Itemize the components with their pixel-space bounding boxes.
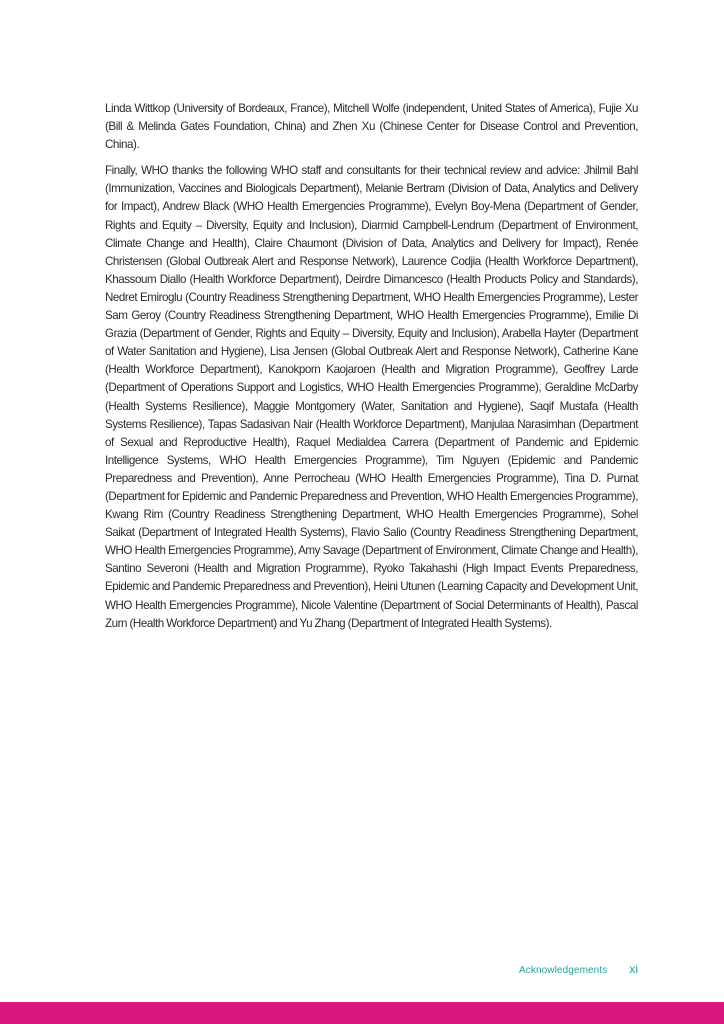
paragraph-external-reviewers: Linda Wittkop (University of Bordeaux, France), Mitchell Wolfe (independent, United States of America), Fujie Xu (Bill & Melinda Gates Foundation, China) and Zhen Xu (Chinese Center for Disease Control and Prevention, China). [105,102,638,152]
paragraph-who-staff: Finally, WHO thanks the following WHO staff and consultants for their technical review and advice: Jhilmil Bahl (Immunization, Vaccines and Biologicals Department), Melanie Bertram (Division of Data, Analytics and Delivery for Impact), Andrew Black (WHO Health Emergencies Programme), Evelyn Boy-Mena (Department of Gender, Rights and Equity – Diversity, Equity and Inclusion), Diarmid Campbell-Lendrum (Department of Environment, Climate Change and Health), Claire Chaumont (Division of Data, Analytics and Delivery for Impact), Renée Christensen (Global Outbreak Alert and Response Network), Laurence Codjia (Health Workforce Department), Khassoum Diallo (Health Workforce Department), Deirdre Dimancesco (Health Products Policy and Standards), Nedret Emiroglu (Country Readiness Strengthening Department, WHO Health Emergencies Programme), Lester Sam Geroy (Country Readiness Strengthening Department, WHO Health Emergencies Programme), Emilie Di Grazia (Department of Gender, Rights and Equity – Diversity, Equity and Inclusion), Arabella Hayter (Department of Water Sanitation and Hygiene), Lisa Jensen (Global Outbreak Alert and Response Network), Catherine Kane (Health Workforce Department), Kanokporn Kaojaroen (Health and Migration Programme), Geoffrey Larde (Department of Operations Support and Logistics, WHO Health Emergencies Programme), Geraldine McDarby (Health Systems Resilience), Maggie Montgomery (Water, Sanitation and Hygiene), Saqif Mustafa (Health Systems Resilience), Tapas Sadasivan Nair (Health Workforce Department), Manjulaa Narasimhan (Department of Sexual and Reproductive Health), Raquel Medialdea Carrera (Department of Pandemic and Epidemic Intelligence Systems, WHO Health Emergencies Programme), Tim Nguyen (Epidemic and Pandemic Preparedness and Prevention), Anne Perrocheau (WHO Health Emergencies Programme), Tina D. Purnat (Department for Epidemic and Pandemic Preparedness and Prevention, WHO Health Emergencies Programme), Kwang Rim (Country Readiness Strengthening Department, WHO Health Emergencies Programme), Sohel Saikat (Department of Integrated Health Systems), Flavio Salio (Country Readiness Strengthening Department, WHO Health Emergencies Programme), Amy Savage (Department of Environment, Climate Change and Health), Santino Severoni (Health and Migration Programme), Ryoko Takahashi (High Impact Events Preparedness, Epidemic and Pandemic Preparedness and Prevention), Heini Utunen (Learning Capacity and Development Unit, WHO Health Emergencies Programme), Nicole Valentine (Department of Social Determinants of Health), Pascal Zurn (Health Workforce Department) and Yu Zhang (Department of Integrated Health Systems). [105,164,638,630]
page-number: xi [629,962,638,976]
body-text [105,100,638,641]
page-footer [519,962,638,976]
bottom-color-bar [0,1002,724,1024]
footer-section-title: Acknowledgements [519,965,608,976]
